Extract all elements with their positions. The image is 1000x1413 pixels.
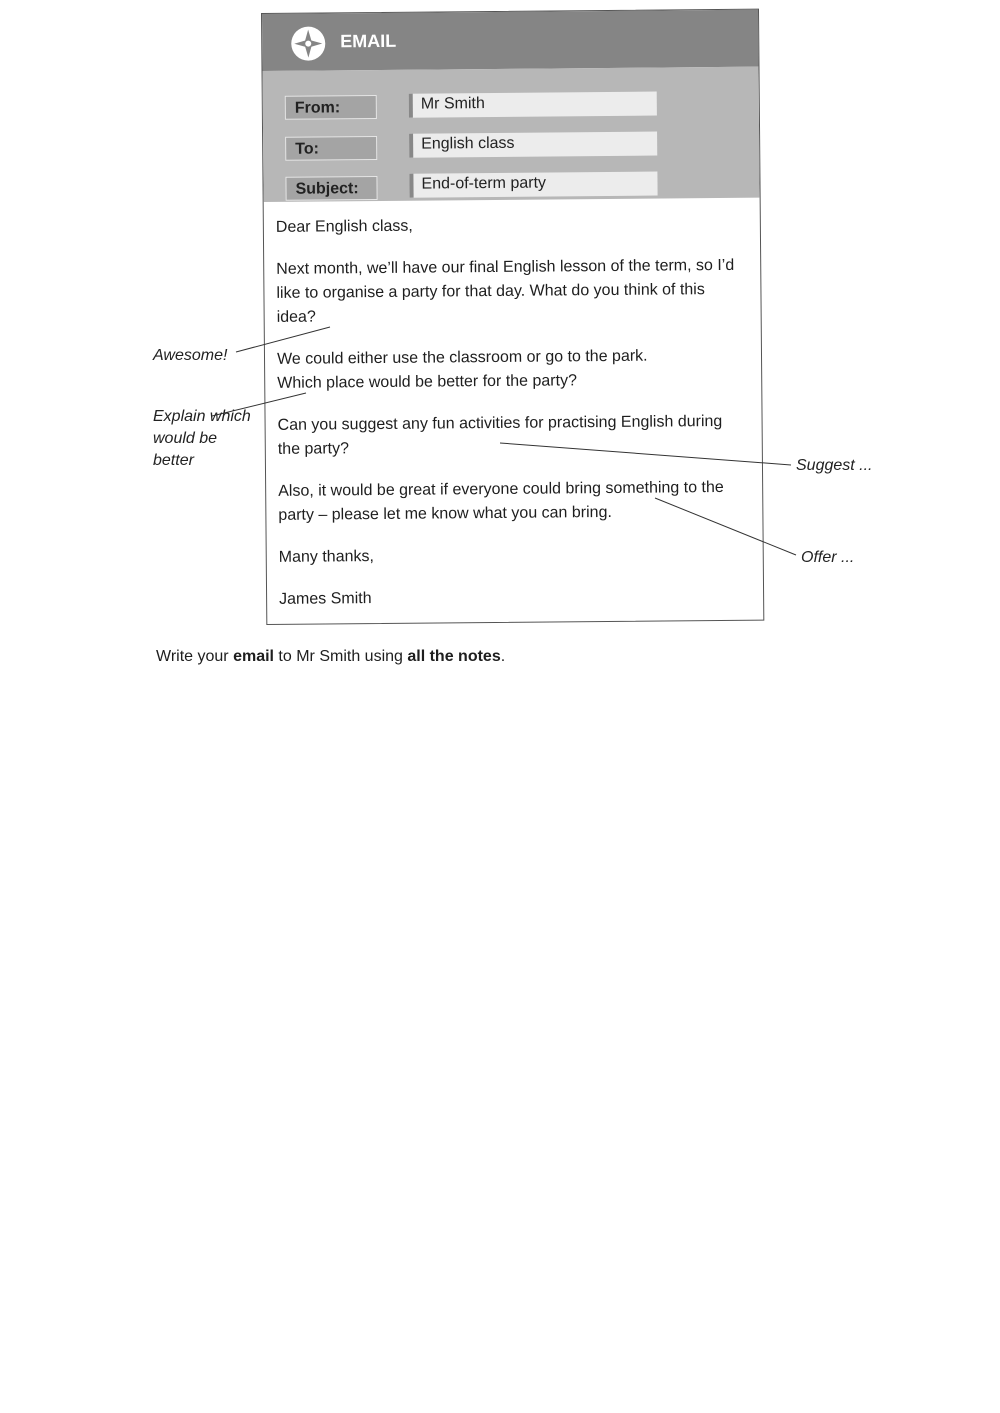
annotation-lines bbox=[0, 0, 1000, 700]
greeting: Dear English class, bbox=[275, 217, 413, 236]
paragraph-2-line-2: Which place would be better for the party? bbox=[277, 372, 578, 392]
to-label: To: bbox=[285, 136, 377, 161]
instruction-part-2: to Mr Smith using bbox=[273, 648, 408, 665]
suggest-pointer bbox=[500, 443, 791, 465]
instruction-bold-2: all the notes bbox=[407, 648, 501, 665]
subject-field: End-of-term party bbox=[409, 172, 657, 198]
paragraph-2-line-1: We could either use the classroom or go to the park. bbox=[276, 347, 648, 368]
instruction-part-3: . bbox=[500, 648, 506, 665]
offer-pointer bbox=[655, 498, 796, 555]
from-field: Mr Smith bbox=[409, 92, 657, 118]
task-instruction bbox=[156, 648, 505, 666]
signature: James Smith bbox=[279, 590, 372, 608]
paragraph-3: Can you suggest any fun activities for practising English during the party? bbox=[277, 412, 723, 458]
instruction-part-1: Write your bbox=[156, 648, 234, 665]
closing: Many thanks, bbox=[278, 548, 374, 566]
to-field: English class bbox=[409, 132, 657, 158]
from-label: From: bbox=[285, 95, 377, 120]
instruction-bold-1: email bbox=[233, 648, 274, 665]
paragraph-4: Also, it would be great if everyone could bring something to the party – please let me know what you can bring. bbox=[278, 478, 724, 524]
subject-label: Subject: bbox=[285, 176, 377, 201]
email-title: EMAIL bbox=[340, 30, 397, 52]
paragraph-1: Next month, we’ll have our final English lesson of the term, so I’d like to organise a party for that day. What do you think of this idea? bbox=[276, 256, 735, 326]
note-awesome: Awesome! bbox=[153, 347, 228, 364]
note-explain: Explain which would be better bbox=[153, 408, 251, 469]
note-suggest: Suggest ... bbox=[796, 457, 873, 474]
note-offer: Offer ... bbox=[801, 549, 855, 566]
awesome-pointer bbox=[236, 327, 330, 352]
